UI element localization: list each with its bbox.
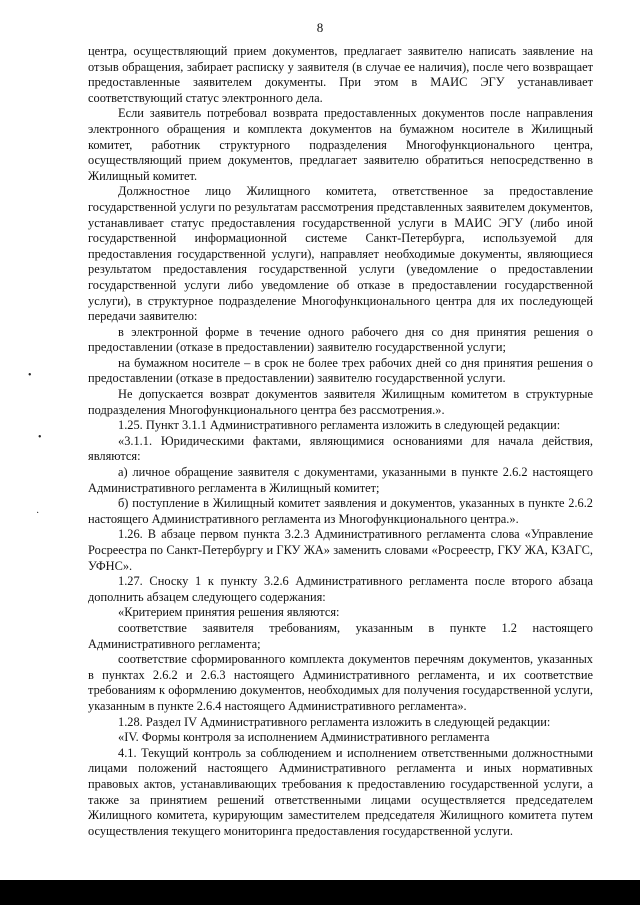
paragraph: 4.1. Текущий контроль за соблюдением и исполнением ответственными должностными лицами положений настоящего Административного регламента и иных нормативных правовых актов, устанавливающих требования к предоставлению государственной услуги, а также за принятием решений ответственными лицами осуществляется председателем Жилищного комитета, курирующим заместителем председателя Жилищного комитета путем осуществления текущего мониторинга предоставления государственной услуги. [88,745,593,838]
scan-mark: • [28,370,32,381]
paragraph: Должностное лицо Жилищного комитета, ответственное за предоставление государственной услуги по результатам рассмотрения представленных заявителем документов, устанавливает статус предоставления государственной услуги в МАИС ЭГУ (либо иной государственной информационной системе Санкт-Петербурга, используемой для предоставления государственной услуги), направляет необходимые документы, являющиеся результатом предоставления государственной услуги (уведомление о предоставлении государственной услуги либо уведомление об отказе в предоставлении государственной услуги), в структурное подразделение Многофункционального центра для их последующей передачи заявителю: [88,184,593,324]
paragraph: б) поступление в Жилищный комитет заявления и документов, указанных в пункте 2.6.2 настоящего Административного регламента из Многофункционального центра.». [88,496,593,526]
paragraph: «3.1.1. Юридическими фактами, являющимися основаниями для начала действия, являются: [88,433,593,464]
paragraph: Если заявитель потребовал возврата предоставленных документов после направления электронного обращения и комплекта документов на бумажном носителе в Жилищный комитет, работник структурного подразделения Многофункционального центра, осуществляющий прием документов, предлагает заявителю обратиться непосредственно в Жилищный комитет. [88,106,593,183]
paragraph: соответствие сформированного комплекта документов перечням документов, указанных в пунктах 2.6.2 и 2.6.3 настоящего Административного регламента, и их соответствие требованиям к оформлению документов, необходимых для получения государственной услуги, указанным в пункте 2.6.4 настоящего Административного регламента». [88,652,593,713]
scan-border [0,880,640,905]
document-body [88,44,593,839]
page-number: 8 [316,20,324,35]
paragraph: «Критерием принятия решения являются: [118,605,340,620]
paragraph: «IV. Формы контроля за исполнением Административного регламента [118,730,490,745]
paragraph: соответствие заявителя требованиям, указанным в пункте 1.2 настоящего Административного регламента; [88,620,593,651]
paragraph: а) личное обращение заявителя с документами, указанными в пункте 2.6.2 настоящего Административного регламента в Жилищный комитет; [88,465,593,495]
paragraph: центра, осуществляющий прием документов, предлагает заявителю написать заявление на отзыв обращения, забирает расписку у заявителя (в случае ее наличия), после чего возвращает предоставленные заявителем документы. При этом в МАИС ЭГУ устанавливает соответствующий статус электронного дела. [88,44,593,105]
paragraph: на бумажном носителе – в срок не более трех рабочих дней со дня принятия решения о предоставлении (отказе в предоставлении) заявителю государственной услуги. [88,355,593,386]
paragraph: 1.26. В абзаце первом пункта 3.2.3 Административного регламента слова «Управление Росреестра по Санкт-Петербургу и ГКУ ЖА» заменить словами «Росреестр, ГКУ ЖА, КЗАГС, УФНС». [88,527,593,573]
paragraph: в электронной форме в течение одного рабочего дня со дня принятия решения о предоставлении (отказе в предоставлении) заявителю государственной услуги; [88,324,593,355]
paragraph: 1.27. Сноску 1 к пункту 3.2.6 Административного регламента после второго абзаца дополнить абзацем следующего содержания: [88,574,593,604]
paragraph: Не допускается возврат документов заявителя Жилищным комитетом в структурные подразделения Многофункционального центра без рассмотрения.». [88,387,593,417]
paragraph: 1.28. Раздел IV Административного регламента изложить в следующей редакции: [118,714,551,729]
scan-mark: · [36,508,40,519]
scan-mark: • [38,432,42,443]
paragraph: 1.25. Пункт 3.1.1 Административного регламента изложить в следующей редакции: [118,418,561,433]
